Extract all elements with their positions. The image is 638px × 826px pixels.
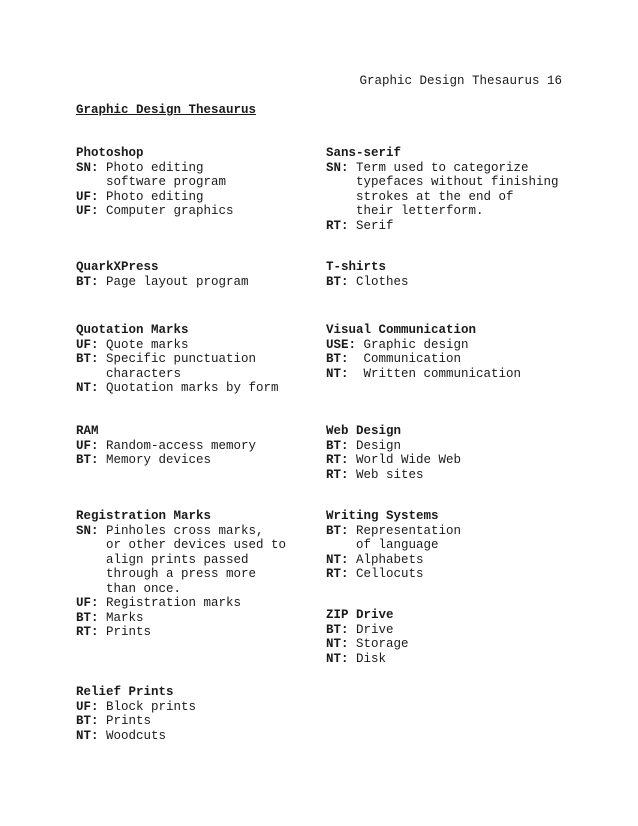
relation-text: Clothes	[348, 274, 409, 289]
relation-text: Representation	[348, 523, 462, 538]
entry-continuation-line	[326, 190, 576, 205]
entry-writing-systems	[326, 509, 576, 582]
relation-text: Graphic design	[356, 337, 469, 352]
relation-text: or other devices used to	[106, 538, 287, 552]
entry-continuation-line	[76, 367, 326, 382]
entry-continuation-line	[76, 582, 326, 597]
relation-code: BT:	[76, 714, 99, 728]
relation-code: NT:	[76, 381, 99, 395]
relation-text: of language	[356, 538, 439, 552]
relation-text: Random-access memory	[98, 438, 257, 453]
entry-quotation-marks	[76, 323, 326, 396]
entry-continuation-line	[326, 175, 576, 190]
entry-relation-line	[326, 367, 576, 382]
relation-code: NT:	[326, 552, 349, 567]
relation-text: Disk	[348, 651, 387, 666]
relation-code: UF:	[76, 204, 99, 218]
relation-text: Block prints	[98, 699, 197, 714]
relation-text: Web sites	[348, 467, 424, 482]
entry-continuation-line	[76, 567, 326, 582]
entry-relation-line	[76, 714, 326, 729]
relation-text: Page layout program	[98, 274, 249, 289]
relation-text: Woodcuts	[98, 728, 167, 743]
entry-quarkxpress	[76, 260, 326, 289]
relation-code: BT:	[326, 352, 349, 366]
entry-ram	[76, 424, 326, 468]
relation-text: Memory devices	[98, 453, 212, 467]
relation-text: their letterform.	[356, 204, 484, 218]
relation-code: NT:	[326, 366, 349, 381]
relation-code: UF:	[76, 438, 99, 453]
entry-relation-line	[326, 637, 576, 652]
entry-relation-line	[326, 219, 576, 234]
entry-relation-line	[326, 439, 576, 454]
relation-code: BT:	[76, 610, 99, 625]
relation-code: BT:	[326, 274, 349, 289]
relation-text: Computer graphics	[98, 204, 234, 218]
entry-relation-line	[76, 161, 326, 176]
relation-code: RT:	[76, 625, 99, 639]
relation-text: Quotation marks by form	[98, 381, 279, 395]
relation-text: characters	[106, 366, 182, 381]
entry-relation-line	[76, 453, 326, 468]
entry-relation-line	[76, 439, 326, 454]
entry-relation-line	[76, 352, 326, 367]
entry-relation-line	[326, 338, 576, 353]
entry-relation-line	[76, 275, 326, 290]
relation-text: strokes at the end of	[356, 189, 514, 204]
entry-term: Relief Prints	[76, 685, 174, 699]
entry-relation-line	[76, 524, 326, 539]
entry-term: Quotation Marks	[76, 323, 189, 337]
relation-text: World Wide Web	[348, 453, 462, 467]
entry-relation-line	[76, 625, 326, 640]
relation-code: BT:	[76, 352, 99, 366]
entry-relation-line	[326, 553, 576, 568]
relation-text: Photo editing	[98, 189, 204, 204]
entry-term: QuarkXPress	[76, 260, 159, 274]
relation-code: NT:	[326, 637, 349, 651]
entry-relation-line	[76, 611, 326, 626]
relation-text: through a press more	[106, 567, 257, 581]
entry-term: Visual Communication	[326, 323, 477, 337]
entry-relation-line	[76, 381, 326, 396]
relation-code: USE:	[326, 337, 357, 352]
relation-code: NT:	[76, 728, 99, 743]
relation-text: Term used to categorize	[348, 160, 529, 175]
relation-code: NT:	[326, 651, 349, 666]
entry-registration-marks	[76, 509, 326, 640]
entry-relation-line	[326, 161, 576, 176]
entry-relation-line	[326, 524, 576, 539]
relation-text: Design	[348, 438, 402, 453]
relation-code: UF:	[76, 337, 99, 352]
relation-text: Specific punctuation	[98, 352, 257, 366]
running-header: Graphic Design Thesaurus 16	[359, 74, 562, 88]
entry-term: Registration Marks	[76, 509, 212, 523]
entry-relief-prints	[76, 685, 326, 743]
relation-code: UF:	[76, 699, 99, 714]
entry-photoshop	[76, 146, 326, 219]
relation-code: RT:	[326, 467, 349, 482]
entry-relation-line	[326, 352, 576, 367]
relation-text: align prints passed	[106, 552, 249, 567]
relation-text: Drive	[348, 622, 394, 637]
entry-continuation-line	[76, 553, 326, 568]
entry-relation-line	[76, 729, 326, 744]
entry-relation-line	[76, 596, 326, 611]
entry-relation-line	[326, 623, 576, 638]
relation-code: BT:	[326, 438, 349, 453]
entry-relation-line	[326, 453, 576, 468]
relation-text: software program	[106, 175, 227, 189]
entry-continuation-line	[326, 204, 576, 219]
entry-relation-line	[326, 652, 576, 667]
relation-code: UF:	[76, 596, 99, 610]
entry-term: Web Design	[326, 424, 402, 438]
relation-code: BT:	[326, 622, 349, 637]
relation-code: UF:	[76, 189, 99, 204]
relation-code: RT:	[326, 567, 349, 581]
relation-text: Serif	[348, 218, 394, 233]
relation-code: SN:	[76, 160, 99, 175]
entry-relation-line	[326, 468, 576, 483]
relation-code: RT:	[326, 453, 349, 467]
relation-code: BT:	[76, 453, 99, 467]
entry-term: T-shirts	[326, 260, 387, 274]
relation-code: SN:	[76, 523, 99, 538]
entry-term: Writing Systems	[326, 509, 439, 523]
relation-text: Photo editing	[98, 160, 204, 175]
entry-zip-drive	[326, 608, 576, 666]
relation-text: Written communication	[348, 366, 522, 381]
entry-continuation-line	[326, 538, 576, 553]
entry-relation-line	[76, 190, 326, 205]
relation-text: Quote marks	[98, 337, 189, 352]
relation-text: than once.	[106, 581, 182, 596]
entry-relation-line	[76, 338, 326, 353]
relation-text: Communication	[348, 352, 462, 366]
document-title: Graphic Design Thesaurus	[76, 103, 257, 117]
relation-text: Storage	[348, 637, 409, 651]
entry-term: RAM	[76, 424, 99, 438]
relation-text: Pinholes cross marks,	[98, 523, 264, 538]
entry-visual-communication	[326, 323, 576, 381]
relation-code: RT:	[326, 218, 349, 233]
relation-text: Registration marks	[98, 596, 242, 610]
entry-term: Photoshop	[76, 146, 144, 160]
entry-continuation-line	[76, 175, 326, 190]
entry-sans-serif	[326, 146, 576, 233]
entry-relation-line	[76, 204, 326, 219]
relation-code: SN:	[326, 160, 349, 175]
relation-text: Cellocuts	[348, 567, 424, 581]
relation-text: Marks	[98, 610, 144, 625]
relation-text: Alphabets	[348, 552, 424, 567]
entry-relation-line	[326, 275, 576, 290]
relation-text: Prints	[98, 714, 152, 728]
entry-relation-line	[76, 700, 326, 715]
entry-relation-line	[326, 567, 576, 582]
entry-web-design	[326, 424, 576, 482]
entry-term: ZIP Drive	[326, 608, 394, 622]
entry-continuation-line	[76, 538, 326, 553]
entry-t-shirts	[326, 260, 576, 289]
relation-text: typefaces without finishing	[356, 175, 559, 189]
entry-term: Sans-serif	[326, 146, 402, 160]
relation-code: BT:	[326, 523, 349, 538]
relation-code: BT:	[76, 274, 99, 289]
relation-text: Prints	[98, 625, 152, 639]
